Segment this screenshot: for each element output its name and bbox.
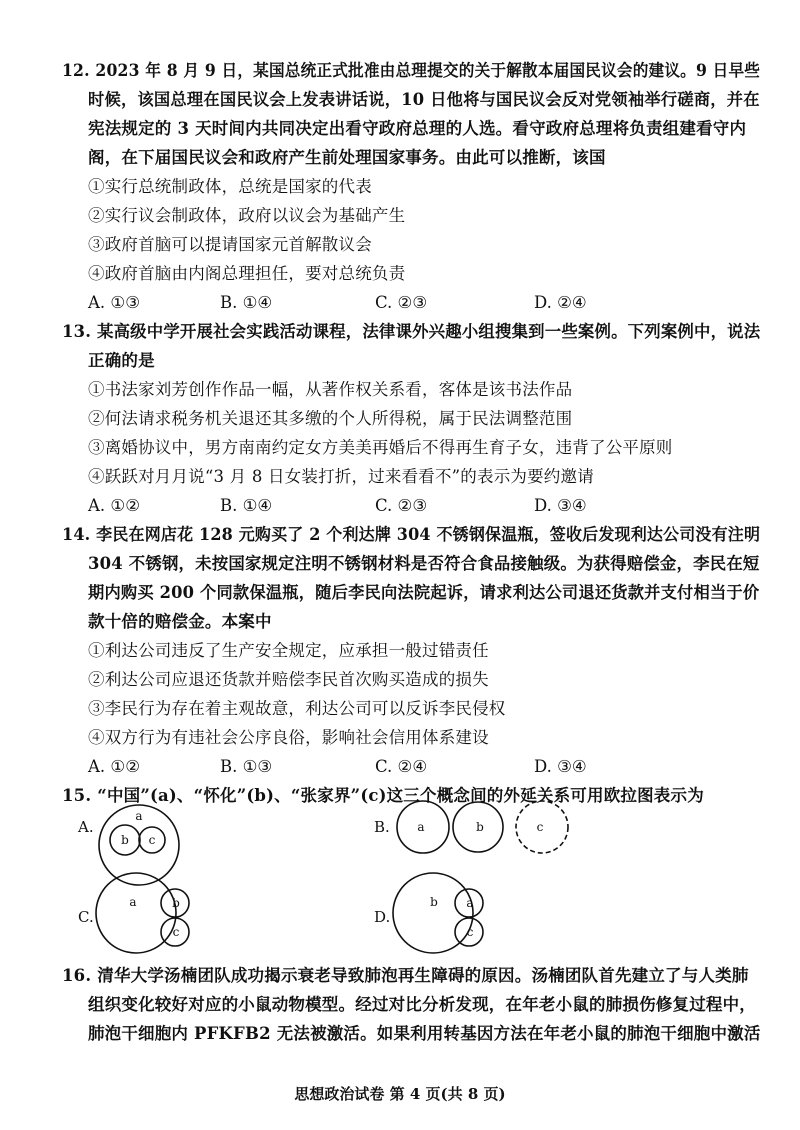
q12-choice-c: C. ②③ [375, 293, 428, 312]
diagram-d-label-a: a [466, 896, 474, 910]
q14-stem-line-1: 14. 李民在网店花 128 元购买了 2 个利达牌 304 不锈钢保温瓶，签收后发现利达公司没有注明 [62, 525, 761, 544]
q16-stem-line-1: 16. 清华大学汤楠团队成功揭示衰老导致肺泡再生障碍的原因。汤楠团队首先建立了与人类肺 [62, 966, 749, 985]
q12-stem-line-4: 阁，在下届国民议会和政府产生前处理国家事务。由此可以推断，该国 [88, 148, 606, 167]
q14-option-3: ③李民行为存在着主观故意，利达公司可以反诉李民侵权 [88, 699, 506, 718]
diagram-c-label-a: a [129, 895, 137, 909]
q13-option-1: ①书法家刘芳创作作品一幅，从著作权关系看，客体是该书法作品 [88, 380, 573, 399]
q14-option-2: ②利达公司应退还货款并赔偿李民首次购买造成的损失 [88, 670, 489, 689]
diagram-b-label-c: c [536, 820, 544, 834]
q14-choice-b: B. ①③ [220, 757, 273, 776]
q14-choice-a: A. ①② [88, 757, 140, 776]
q16-stem-line-3: 肺泡干细胞内 PFKFB2 无法被激活。如果利用转基因方法在年老小鼠的肺泡干细胞中激活 [88, 1024, 761, 1043]
q12-stem-line-2: 时候，该国总理在国民议会上发表讲话说，10 日他将与国民议会反对党领袖举行磋商，并在 [88, 90, 760, 109]
q12-choice-a: A. ①③ [88, 293, 140, 312]
q12-option-4: ④政府首脑由内阁总理担任，要对总统负责 [88, 264, 406, 283]
diagram-d-option-label: D. [374, 908, 391, 926]
q15-euler-diagrams [0, 800, 800, 980]
q14-option-1: ①利达公司违反了生产安全规定，应承担一般过错责任 [88, 641, 489, 660]
q12-choice-b: B. ①④ [220, 293, 273, 312]
q13-stem-line-2: 正确的是 [88, 351, 155, 370]
q12-option-3: ③政府首脑可以提请国家元首解散议会 [88, 235, 372, 254]
diagram-d-circle-a [393, 873, 473, 953]
q12-choice-d: D. ②④ [534, 293, 587, 312]
diagram-d-label-b: b [430, 895, 438, 909]
diagram-a-label-c: c [148, 833, 156, 847]
q13-choice-c: C. ②③ [375, 496, 428, 515]
diagram-b-option-label: B. [374, 818, 390, 836]
q13-option-3: ③离婚协议中，男方南南约定女方美美再婚后不得再生育子女，违背了公平原则 [88, 438, 673, 457]
page-footer: 思想政治试卷 第 4 页(共 8 页) [294, 1085, 506, 1103]
diagram-a-label-a: a [135, 809, 143, 823]
diagram-a-label-b: b [121, 833, 129, 847]
q13-choice-a: A. ①② [88, 496, 140, 515]
q12-option-1: ①实行总统制政体，总统是国家的代表 [88, 177, 372, 196]
diagram-c-label-b: b [172, 896, 180, 910]
q14-choice-c: C. ②④ [375, 757, 428, 776]
diagram-d-label-c: c [466, 925, 474, 939]
q14-stem-line-2: 304 不锈钢，未按国家规定注明不锈钢材料是否符合食品接触级。为获得赔偿金，李民在短 [88, 554, 760, 573]
q13-option-4: ④跃跃对月月说“3 月 8 日女装打折，过来看看不”的表示为要约邀请 [88, 467, 594, 486]
q14-choices [88, 754, 688, 780]
q13-choices [88, 493, 688, 519]
diagram-c-label-c: c [172, 925, 180, 939]
diagram-c-option-label: C. [78, 908, 94, 926]
q13-option-2: ②何法请求税务机关退还其多缴的个人所得税，属于民法调整范围 [88, 409, 573, 428]
q12-stem-line-1: 12. 2023 年 8 月 9 日，某国总统正式批准由总理提交的关于解散本届国民议会的建议。9 日早些 [62, 61, 761, 80]
q15-stem: 15. “中国”(a)、“怀化”(b)、“张家界”(c)这三个概念间的外延关系可用欧拉图表示为 [62, 786, 704, 805]
q13-choice-b: B. ①④ [220, 496, 273, 515]
q13-choice-d: D. ③④ [534, 496, 587, 515]
q14-stem-line-4: 款十倍的赔偿金。本案中 [88, 612, 272, 631]
q14-option-4: ④双方行为有违社会公序良俗，影响社会信用体系建设 [88, 728, 489, 747]
q14-choice-d: D. ③④ [534, 757, 587, 776]
q12-choices [88, 290, 688, 316]
q12-option-2: ②实行议会制政体，政府以议会为基础产生 [88, 206, 406, 225]
diagram-b-label-b: b [476, 820, 484, 834]
diagram-a-option-label: A. [78, 818, 94, 836]
q16-stem-line-2: 组织变化较好对应的小鼠动物模型。经过对比分析发现，在年老小鼠的肺损伤修复过程中， [88, 995, 756, 1014]
q13-stem-line-1: 13. 某高级中学开展社会实践活动课程，法律课外兴趣小组搜集到一些案例。下列案例中，说法 [62, 322, 761, 341]
diagram-b-label-a: a [417, 820, 425, 834]
q12-stem-line-3: 宪法规定的 3 天时间内共同决定出看守政府总理的人选。看守政府总理将负责组建看守内 [88, 119, 747, 138]
q14-stem-line-3: 期内购买 200 个同款保温瓶，随后李民向法院起诉，请求利达公司退还货款并支付相当于价 [88, 583, 760, 602]
